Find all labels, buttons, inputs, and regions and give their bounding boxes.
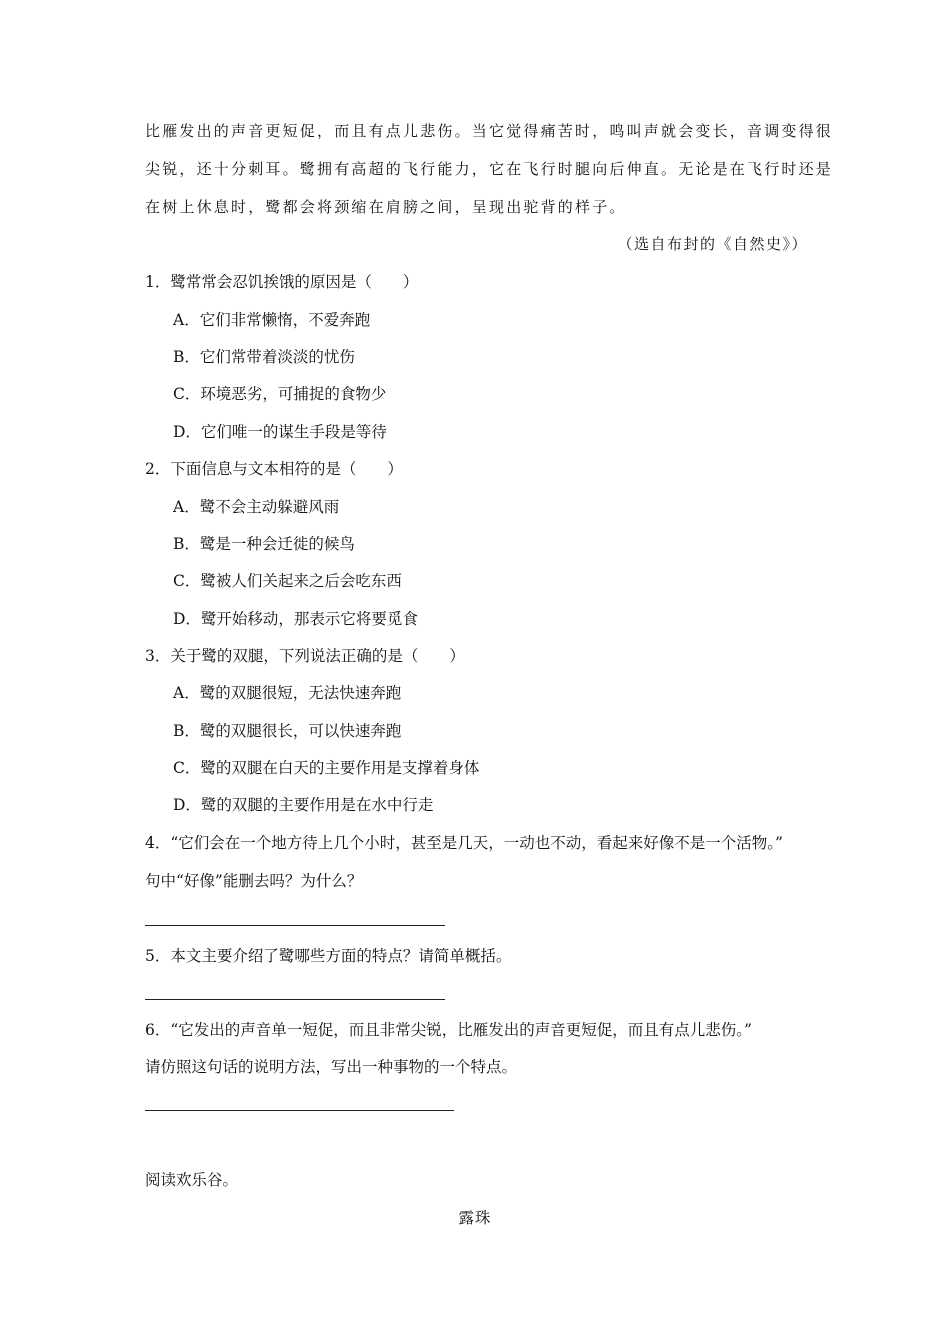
question-6-answer-line[interactable] — [145, 1110, 454, 1111]
question-4-stem-line-1: 4．“它们会在一个地方待上几个小时，甚至是几天，一动也不动，看起来好像不是一个活物。” — [145, 834, 783, 852]
question-5-stem: 5．本文主要介绍了鹭哪些方面的特点？请简单概括。 — [145, 947, 512, 965]
question-1-option-b[interactable]: B．它们常带着淡淡的忧伤 — [173, 348, 355, 366]
passage-line-3: 在树上休息时，鹭都会将颈缩在肩膀之间，呈现出驼背的样子。 — [145, 198, 627, 216]
passage-line-2: 尖锐，还十分刺耳。鹭拥有高超的飞行能力，它在飞行时腿向后伸直。无论是在飞行时还是 — [145, 160, 834, 178]
question-6-stem-line-1: 6．“它发出的声音单一短促，而且非常尖锐，比雁发出的声音更短促，而且有点儿悲伤。” — [145, 1021, 752, 1039]
question-3-option-c[interactable]: C．鹭的双腿在白天的主要作用是支撑着身体 — [173, 759, 480, 777]
question-1-option-d[interactable]: D．它们唯一的谋生手段是等待 — [173, 423, 387, 441]
question-1-option-c[interactable]: C．环境恶劣，可捕捉的食物少 — [173, 385, 387, 403]
section-title: 露珠 — [458, 1209, 492, 1227]
question-4-stem-line-2: 句中“好像”能删去吗？为什么？ — [145, 872, 363, 890]
question-4-answer-line[interactable] — [145, 925, 445, 926]
question-2-option-a[interactable]: A．鹭不会主动躲避风雨 — [173, 498, 340, 516]
passage-source: （选自布封的《自然史》） — [617, 235, 808, 253]
question-2-stem: 2．下面信息与文本相符的是（ ） — [145, 460, 403, 478]
question-3-option-a[interactable]: A．鹭的双腿很短，无法快速奔跑 — [173, 684, 402, 702]
question-6-stem-line-2: 请仿照这句话的说明方法，写出一种事物的一个特点。 — [145, 1058, 518, 1076]
question-3-stem: 3．关于鹭的双腿，下列说法正确的是（ ） — [145, 647, 465, 665]
question-2-option-c[interactable]: C．鹭被人们关起来之后会吃东西 — [173, 572, 402, 590]
question-1-option-a[interactable]: A．它们非常懒惰，不爱奔跑 — [173, 311, 371, 329]
question-1-stem: 1．鹭常常会忍饥挨饿的原因是（ ） — [145, 273, 419, 291]
question-2-option-d[interactable]: D．鹭开始移动，那表示它将要觅食 — [173, 610, 418, 628]
question-5-answer-line[interactable] — [145, 999, 445, 1000]
section-intro: 阅读欢乐谷。 — [145, 1171, 239, 1189]
question-2-option-b[interactable]: B．鹭是一种会迁徙的候鸟 — [173, 535, 355, 553]
passage-line-1: 比雁发出的声音更短促，而且有点儿悲伤。当它觉得痛苦时，鸣叫声就会变长，音调变得很 — [145, 122, 834, 140]
question-3-option-b[interactable]: B．鹭的双腿很长，可以快速奔跑 — [173, 722, 402, 740]
question-3-option-d[interactable]: D．鹭的双腿的主要作用是在水中行走 — [173, 796, 434, 814]
